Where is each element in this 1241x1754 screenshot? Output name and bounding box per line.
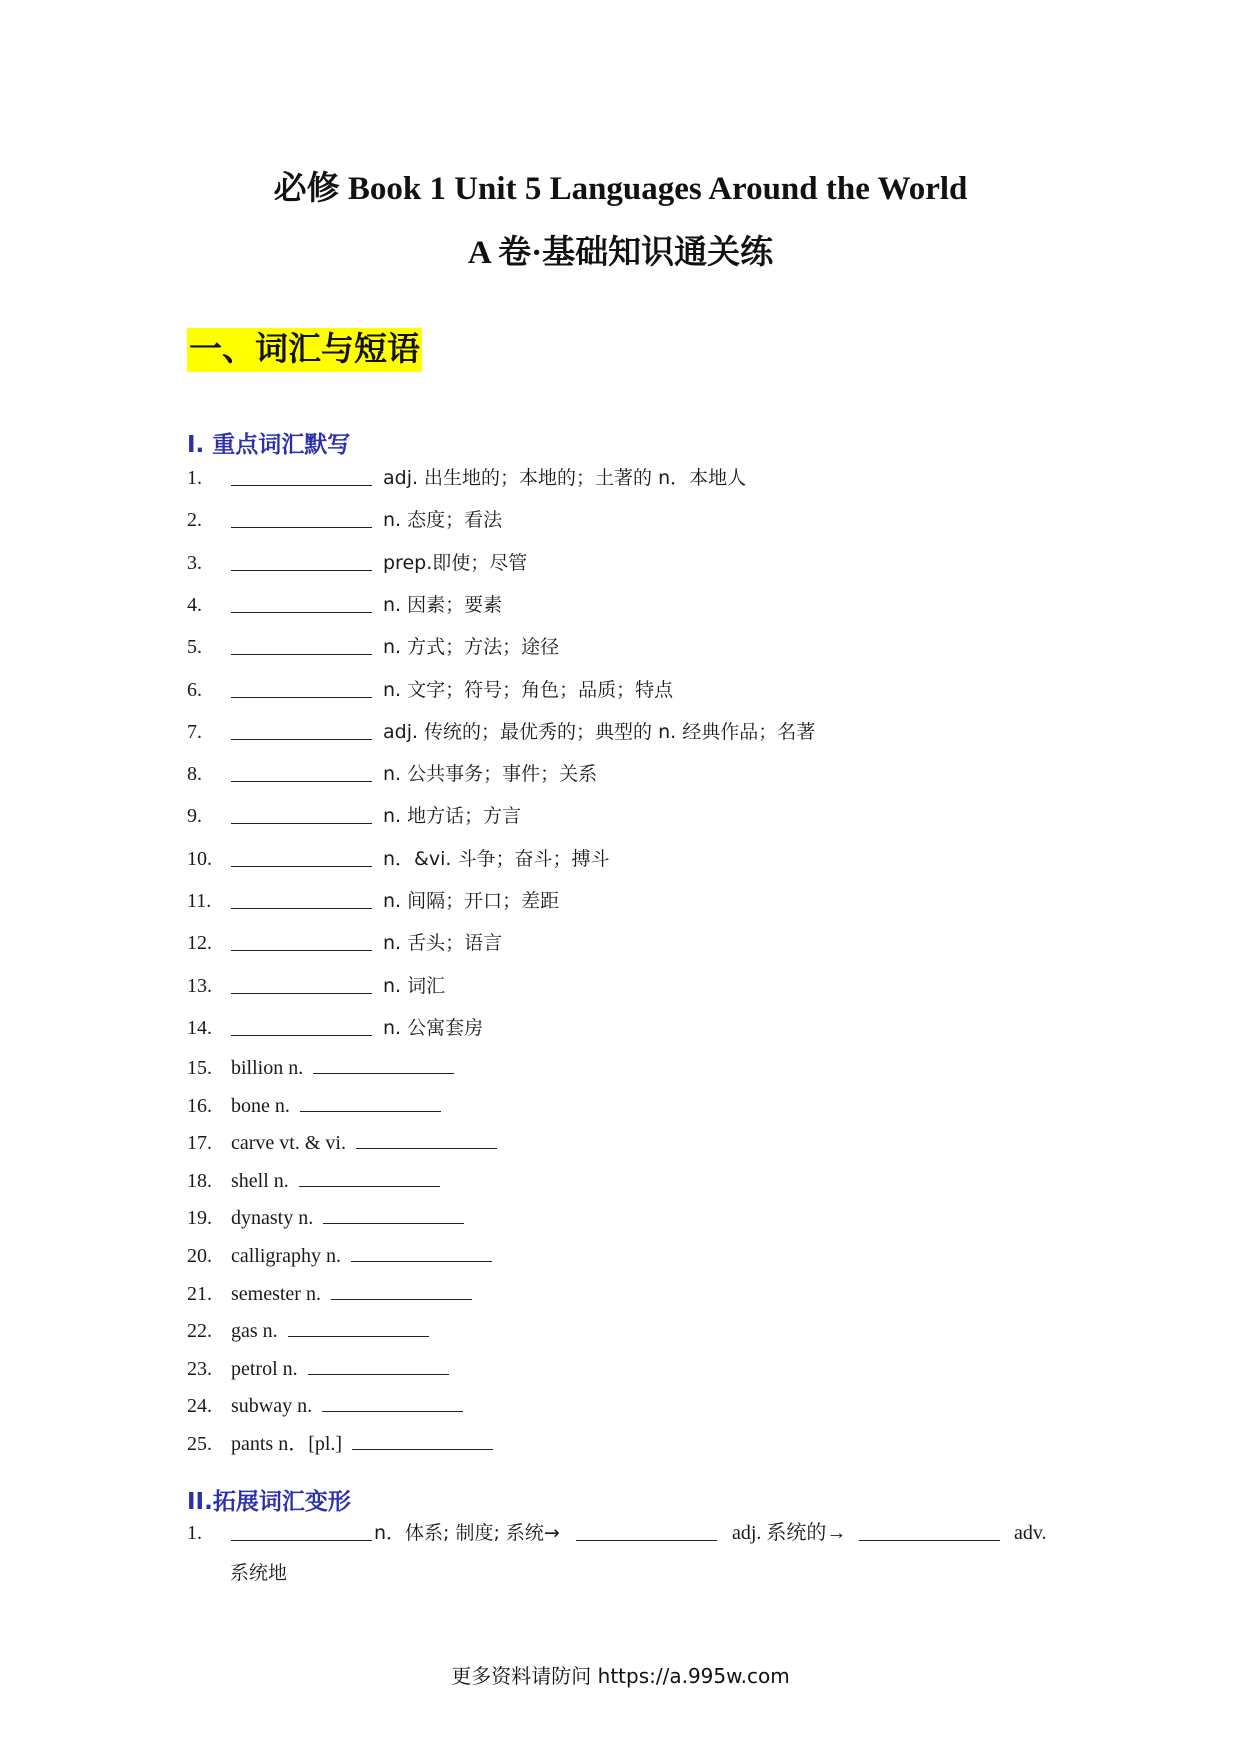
answer-blank[interactable] <box>231 654 372 655</box>
item-number: 5. <box>187 636 202 658</box>
vocab-definition: n. 间隔；开口；差距 <box>383 890 560 912</box>
answer-blank[interactable] <box>231 950 372 951</box>
word-form-continuation: 系统地 <box>230 1562 288 1584</box>
vocab-definition: n. 文字；符号；角色；品质；特点 <box>383 679 674 701</box>
item-number: 20. <box>187 1245 212 1267</box>
vocab-definition: n. 舌头；语言 <box>383 932 503 954</box>
reverse-vocab-entry <box>231 1053 454 1083</box>
answer-blank[interactable] <box>231 1540 372 1541</box>
word-form-text: n．体系; 制度; 系统→ <box>374 1522 560 1544</box>
vocab-definition: n. 因素；要素 <box>383 594 503 616</box>
vocab-definition: n. 公寓套房 <box>383 1017 484 1039</box>
vocab-definition: n．&vi. 斗争；奋斗；搏斗 <box>383 848 610 870</box>
answer-blank[interactable] <box>313 1053 454 1074</box>
reverse-vocab-entry <box>231 1391 463 1421</box>
vocab-definition: n. 公共事务；事件；关系 <box>383 763 598 785</box>
item-number: 14. <box>187 1017 212 1039</box>
item-number: 8. <box>187 763 202 785</box>
item-number: 19. <box>187 1207 212 1229</box>
item-number: 9. <box>187 805 202 827</box>
item-number: 21. <box>187 1283 212 1305</box>
document-subtitle: A 卷·基础知识通关练 <box>467 235 774 271</box>
english-word: billion n. <box>231 1057 304 1079</box>
english-word: calligraphy n. <box>231 1245 341 1267</box>
item-number: 1. <box>187 467 202 489</box>
reverse-vocab-entry <box>231 1091 441 1121</box>
english-word: carve vt. & vi. <box>231 1132 346 1154</box>
answer-blank[interactable] <box>356 1128 497 1149</box>
part-heading-word-forms: II.拓展词汇变形 <box>187 1489 351 1515</box>
item-number: 25. <box>187 1433 212 1455</box>
word-form-text: adj. 系统的→ <box>732 1522 847 1544</box>
english-word: subway n. <box>231 1395 313 1417</box>
reverse-vocab-entry <box>231 1128 497 1158</box>
footer-link[interactable]: 更多资料请防问 https://a.995w.com <box>451 1664 790 1688</box>
item-number: 18. <box>187 1170 212 1192</box>
word-form-item <box>187 1518 1047 1548</box>
vocab-definition: adj. 传统的；最优秀的；典型的 n. 经典作品；名著 <box>383 721 816 743</box>
answer-blank[interactable] <box>231 612 372 613</box>
answer-blank[interactable] <box>352 1429 493 1450</box>
item-number: 7. <box>187 721 202 743</box>
answer-blank[interactable] <box>322 1391 463 1412</box>
item-number: 10. <box>187 848 212 870</box>
answer-blank[interactable] <box>231 697 372 698</box>
word-form-text: adv. <box>1014 1522 1047 1544</box>
answer-blank[interactable] <box>308 1354 449 1375</box>
answer-blank[interactable] <box>231 570 372 571</box>
document-title: 必修 Book 1 Unit 5 Languages Around the World <box>273 171 968 207</box>
reverse-vocab-entry <box>231 1166 440 1196</box>
item-number: 24. <box>187 1395 212 1417</box>
section-heading-vocabulary: 一、词汇与短语 <box>187 328 422 372</box>
answer-blank[interactable] <box>331 1279 472 1300</box>
item-number: 17. <box>187 1132 212 1154</box>
vocab-definition: n. 词汇 <box>383 975 446 997</box>
answer-blank[interactable] <box>231 781 372 782</box>
english-word: petrol n. <box>231 1358 298 1380</box>
answer-blank[interactable] <box>231 527 372 528</box>
item-number: 6. <box>187 679 202 701</box>
reverse-vocab-entry <box>231 1279 472 1309</box>
answer-blank[interactable] <box>231 739 372 740</box>
english-word: shell n. <box>231 1170 289 1192</box>
english-word: gas n. <box>231 1320 278 1342</box>
english-word: bone n. <box>231 1095 290 1117</box>
item-number: 2. <box>187 509 202 531</box>
vocab-definition: n. 态度；看法 <box>383 509 503 531</box>
answer-blank[interactable] <box>231 485 372 486</box>
answer-blank[interactable] <box>859 1540 1000 1541</box>
reverse-vocab-entry <box>231 1354 449 1384</box>
part-heading-key-vocabulary: I. 重点词汇默写 <box>187 432 351 458</box>
reverse-vocab-entry <box>231 1429 493 1459</box>
reverse-vocab-entry <box>231 1241 492 1271</box>
vocab-definition: n. 方式；方法；途径 <box>383 636 560 658</box>
answer-blank[interactable] <box>231 1035 372 1036</box>
item-number: 13. <box>187 975 212 997</box>
answer-blank[interactable] <box>351 1241 492 1262</box>
answer-blank[interactable] <box>299 1166 440 1187</box>
item-number: 12. <box>187 932 212 954</box>
item-number: 4. <box>187 594 202 616</box>
item-number: 15. <box>187 1057 212 1079</box>
item-number: 3. <box>187 552 202 574</box>
item-number: 22. <box>187 1320 212 1342</box>
item-number: 1. <box>187 1522 202 1544</box>
answer-blank[interactable] <box>323 1203 464 1224</box>
vocab-definition: adj. 出生地的；本地的；土著的 n．本地人 <box>383 467 747 489</box>
english-word: pants n．[pl.] <box>231 1433 343 1455</box>
vocab-definition: prep.即使；尽管 <box>383 552 528 574</box>
answer-blank[interactable] <box>300 1091 441 1112</box>
item-number: 11. <box>187 890 212 912</box>
reverse-vocab-entry <box>231 1203 464 1233</box>
vocab-definition: n. 地方话；方言 <box>383 805 522 827</box>
item-number: 16. <box>187 1095 212 1117</box>
item-number: 23. <box>187 1358 212 1380</box>
answer-blank[interactable] <box>231 823 372 824</box>
answer-blank[interactable] <box>231 993 372 994</box>
answer-blank[interactable] <box>288 1316 429 1337</box>
answer-blank[interactable] <box>231 866 372 867</box>
answer-blank[interactable] <box>231 908 372 909</box>
reverse-vocab-entry <box>231 1316 429 1346</box>
english-word: semester n. <box>231 1283 321 1305</box>
answer-blank[interactable] <box>576 1540 717 1541</box>
english-word: dynasty n. <box>231 1207 314 1229</box>
